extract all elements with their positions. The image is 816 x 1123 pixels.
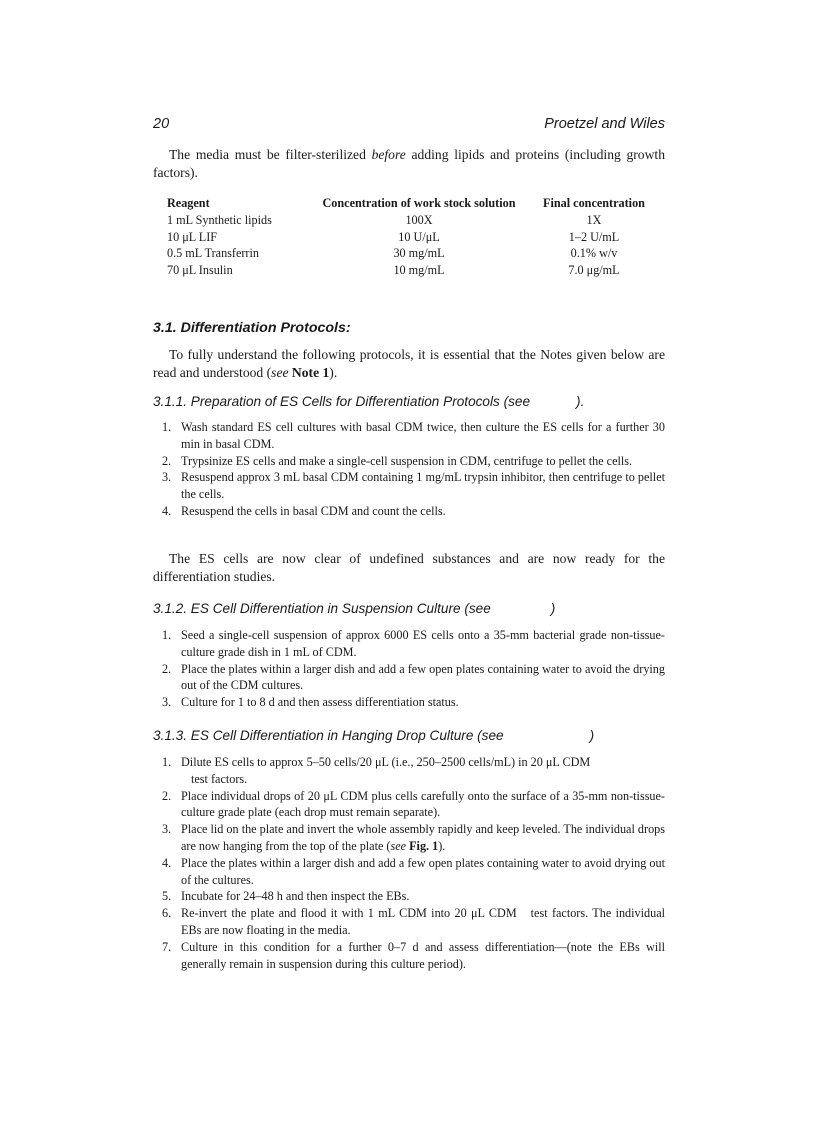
- paragraph-text: The ES cells are now clear of undefined substances and are now ready for the differentiation studies.: [153, 551, 665, 584]
- table-cell: 70 μL Insulin: [167, 263, 233, 278]
- section-heading-3-1: 3.1. Differentiation Protocols:: [153, 320, 351, 336]
- list-item: 3. Place lid on the plate and invert the whole assembly rapidly and keep leveled. The individual drops are now hanging from the top of the plate (see Fig. 1).: [162, 822, 665, 853]
- section-heading-3-1-1: [153, 394, 584, 409]
- column-header: Final concentration: [543, 196, 645, 210]
- list-item: 3. Culture for 1 to 8 d and then assess differentiation status.: [162, 695, 459, 710]
- running-head: Proetzel and Wiles: [544, 116, 665, 132]
- table-row: [167, 229, 651, 246]
- step-text-continued: test factors.: [191, 771, 248, 786]
- table-cell: 0.1% w/v: [570, 246, 618, 261]
- intro-emphasis: before: [371, 147, 406, 162]
- column-header: Concentration of work stock solution: [322, 196, 516, 210]
- page-number: 20: [153, 116, 170, 132]
- section-3-1-1-closing: [153, 550, 665, 586]
- step-text: Dilute ES cells to approx 5–50 cells/20 μL (i.e., 250–2500 cells/mL) in 20 μL CDM: [181, 755, 591, 769]
- table-cell: 30 mg/mL: [393, 246, 445, 261]
- steps-3-1-2: [153, 627, 665, 711]
- heading-text: 3.1.3. ES Cell Differentiation in Hanging Drop Culture (see: [153, 728, 504, 743]
- list-item: 7. Culture in this condition for a further 0–7 d and assess differentiation—(note the EBs will generally remain in suspension during this culture period).: [162, 939, 665, 971]
- steps-3-1-3: [153, 754, 665, 972]
- list-item: 4. Place the plates within a larger dish and add a few open plates containing water to avoid drying out of the cultures.: [162, 855, 665, 887]
- note-reference: Note 1: [291, 365, 330, 380]
- table-row: [167, 245, 651, 262]
- table-cell: 1X: [586, 212, 602, 227]
- table-cell: 1 mL Synthetic lipids: [167, 212, 272, 227]
- section-3-1-paragraph: [153, 346, 665, 382]
- list-item: 1. Dilute ES cells to approx 5–50 cells/20 μL (i.e., 250–2500 cells/mL) in 20 μL CDM test factors.: [162, 755, 591, 786]
- table-cell: 0.5 mL Transferrin: [167, 246, 259, 261]
- step-text: Incubate for 24–48 h and then inspect the EBs.: [181, 889, 410, 904]
- list-item: 2. Place the plates within a larger dish and add a few open plates containing water to avoid the drying out of the CDM cultures.: [162, 661, 665, 693]
- table-cell: 1–2 U/mL: [568, 229, 620, 244]
- paragraph-text: To fully understand the following protocols, it is essential that the Notes given below are read and understood (: [153, 347, 665, 380]
- step-text: Resuspend approx 3 mL basal CDM containing 1 mg/mL trypsin inhibitor, then centrifuge to pellet the cells.: [181, 470, 665, 502]
- intro-paragraph: [153, 146, 665, 182]
- step-text: Resuspend the cells in basal CDM and count the cells.: [181, 503, 446, 518]
- list-item: 4. Resuspend the cells in basal CDM and count the cells.: [162, 503, 446, 518]
- step-text: Wash standard ES cell cultures with basal CDM twice, then culture the ES cells for a further 30 min in basal CDM.: [181, 420, 665, 451]
- table-header-row: [167, 195, 651, 212]
- step-text: Seed a single-cell suspension of approx 6000 ES cells onto a 35-mm bacterial grade non-tissue-culture grade dish in 1 mL of CDM.: [181, 628, 665, 659]
- table-cell: 10 mg/mL: [393, 263, 445, 278]
- list-item: 2. Trypsinize ES cells and make a single-cell suspension in CDM, centrifuge to pellet the cells.: [162, 453, 633, 468]
- section-heading-3-1-3: [153, 728, 594, 743]
- step-text-end: ).: [438, 838, 446, 853]
- table-row: [167, 262, 651, 279]
- step-text: Place the plates within a larger dish and add a few open plates containing water to avoid the drying out of the CDM cultures.: [181, 661, 665, 693]
- step-text: Culture for 1 to 8 d and then assess differentiation status.: [181, 695, 459, 710]
- step-text: Re-invert the plate and flood it with 1 mL CDM into 20 μL CDM: [181, 906, 517, 921]
- heading-text-end: ): [589, 728, 595, 743]
- step-text: Place the plates within a larger dish and add a few open plates containing water to avoid drying out of the cultures.: [181, 855, 665, 887]
- table-cell: 100X: [405, 212, 433, 227]
- paragraph-text: ).: [329, 365, 338, 380]
- step-text-end: test factors. The individual EBs are now floating in the media.: [181, 906, 665, 937]
- step-text: Place individual drops of 20 μL CDM plus cells carefully onto the surface of a 35-mm non-tissue-culture grade plate (each drop must remain separate).: [181, 788, 665, 820]
- step-text: Place lid on the plate and invert the whole assembly rapidly and keep leveled. The individual drops are now hanging from the top of the plate (: [181, 822, 665, 853]
- reagent-table: [167, 195, 651, 279]
- list-item: 6. Re-invert the plate and flood it with 1 mL CDM into 20 μL CDM test factors. The individual EBs are now floating in the media.: [162, 906, 665, 937]
- intro-text-1: The media must be filter-sterilized: [169, 147, 372, 162]
- list-item: 1. Seed a single-cell suspension of approx 6000 ES cells onto a 35-mm bacterial grade non-tissue-culture grade dish in 1 mL of CDM.: [162, 628, 665, 659]
- see-emphasis: see: [390, 838, 407, 853]
- heading-text: 3.1.1. Preparation of ES Cells for Differentiation Protocols (see: [153, 394, 531, 409]
- list-item: 2. Place individual drops of 20 μL CDM plus cells carefully onto the surface of a 35-mm non-tissue-culture grade plate (each drop must remain separate).: [162, 788, 665, 820]
- table-row: [167, 212, 651, 229]
- heading-text: 3.1.2. ES Cell Differentiation in Suspension Culture (see: [153, 601, 491, 616]
- intro-text-2: adding lipids and proteins (including growth factors).: [153, 147, 665, 180]
- running-header: [153, 116, 665, 134]
- list-item: 1. Wash standard ES cell cultures with basal CDM twice, then culture the ES cells for a further 30 min in basal CDM.: [162, 420, 665, 451]
- list-item: 5. Incubate for 24–48 h and then inspect the EBs.: [162, 889, 410, 904]
- section-heading-3-1-2: [153, 601, 555, 616]
- see-emphasis: see: [271, 365, 289, 380]
- step-text: Culture in this condition for a further 0–7 d and assess differentiation—(note the EBs will generally remain in suspension during this culture period).: [181, 939, 665, 971]
- list-item: 3. Resuspend approx 3 mL basal CDM containing 1 mg/mL trypsin inhibitor, then centrifuge to pellet the cells.: [162, 470, 665, 502]
- heading-text-end: ): [550, 601, 556, 616]
- figure-reference: Fig. 1: [409, 838, 439, 853]
- heading-text-end: ).: [576, 394, 585, 409]
- table-cell: 7.0 μg/mL: [568, 263, 620, 278]
- steps-3-1-1: [153, 419, 665, 520]
- step-text: Trypsinize ES cells and make a single-cell suspension in CDM, centrifuge to pellet the cells.: [181, 453, 633, 468]
- column-header: Reagent: [167, 196, 210, 210]
- table-cell: 10 μL LIF: [167, 229, 218, 244]
- table-cell: 10 U/μL: [398, 229, 440, 244]
